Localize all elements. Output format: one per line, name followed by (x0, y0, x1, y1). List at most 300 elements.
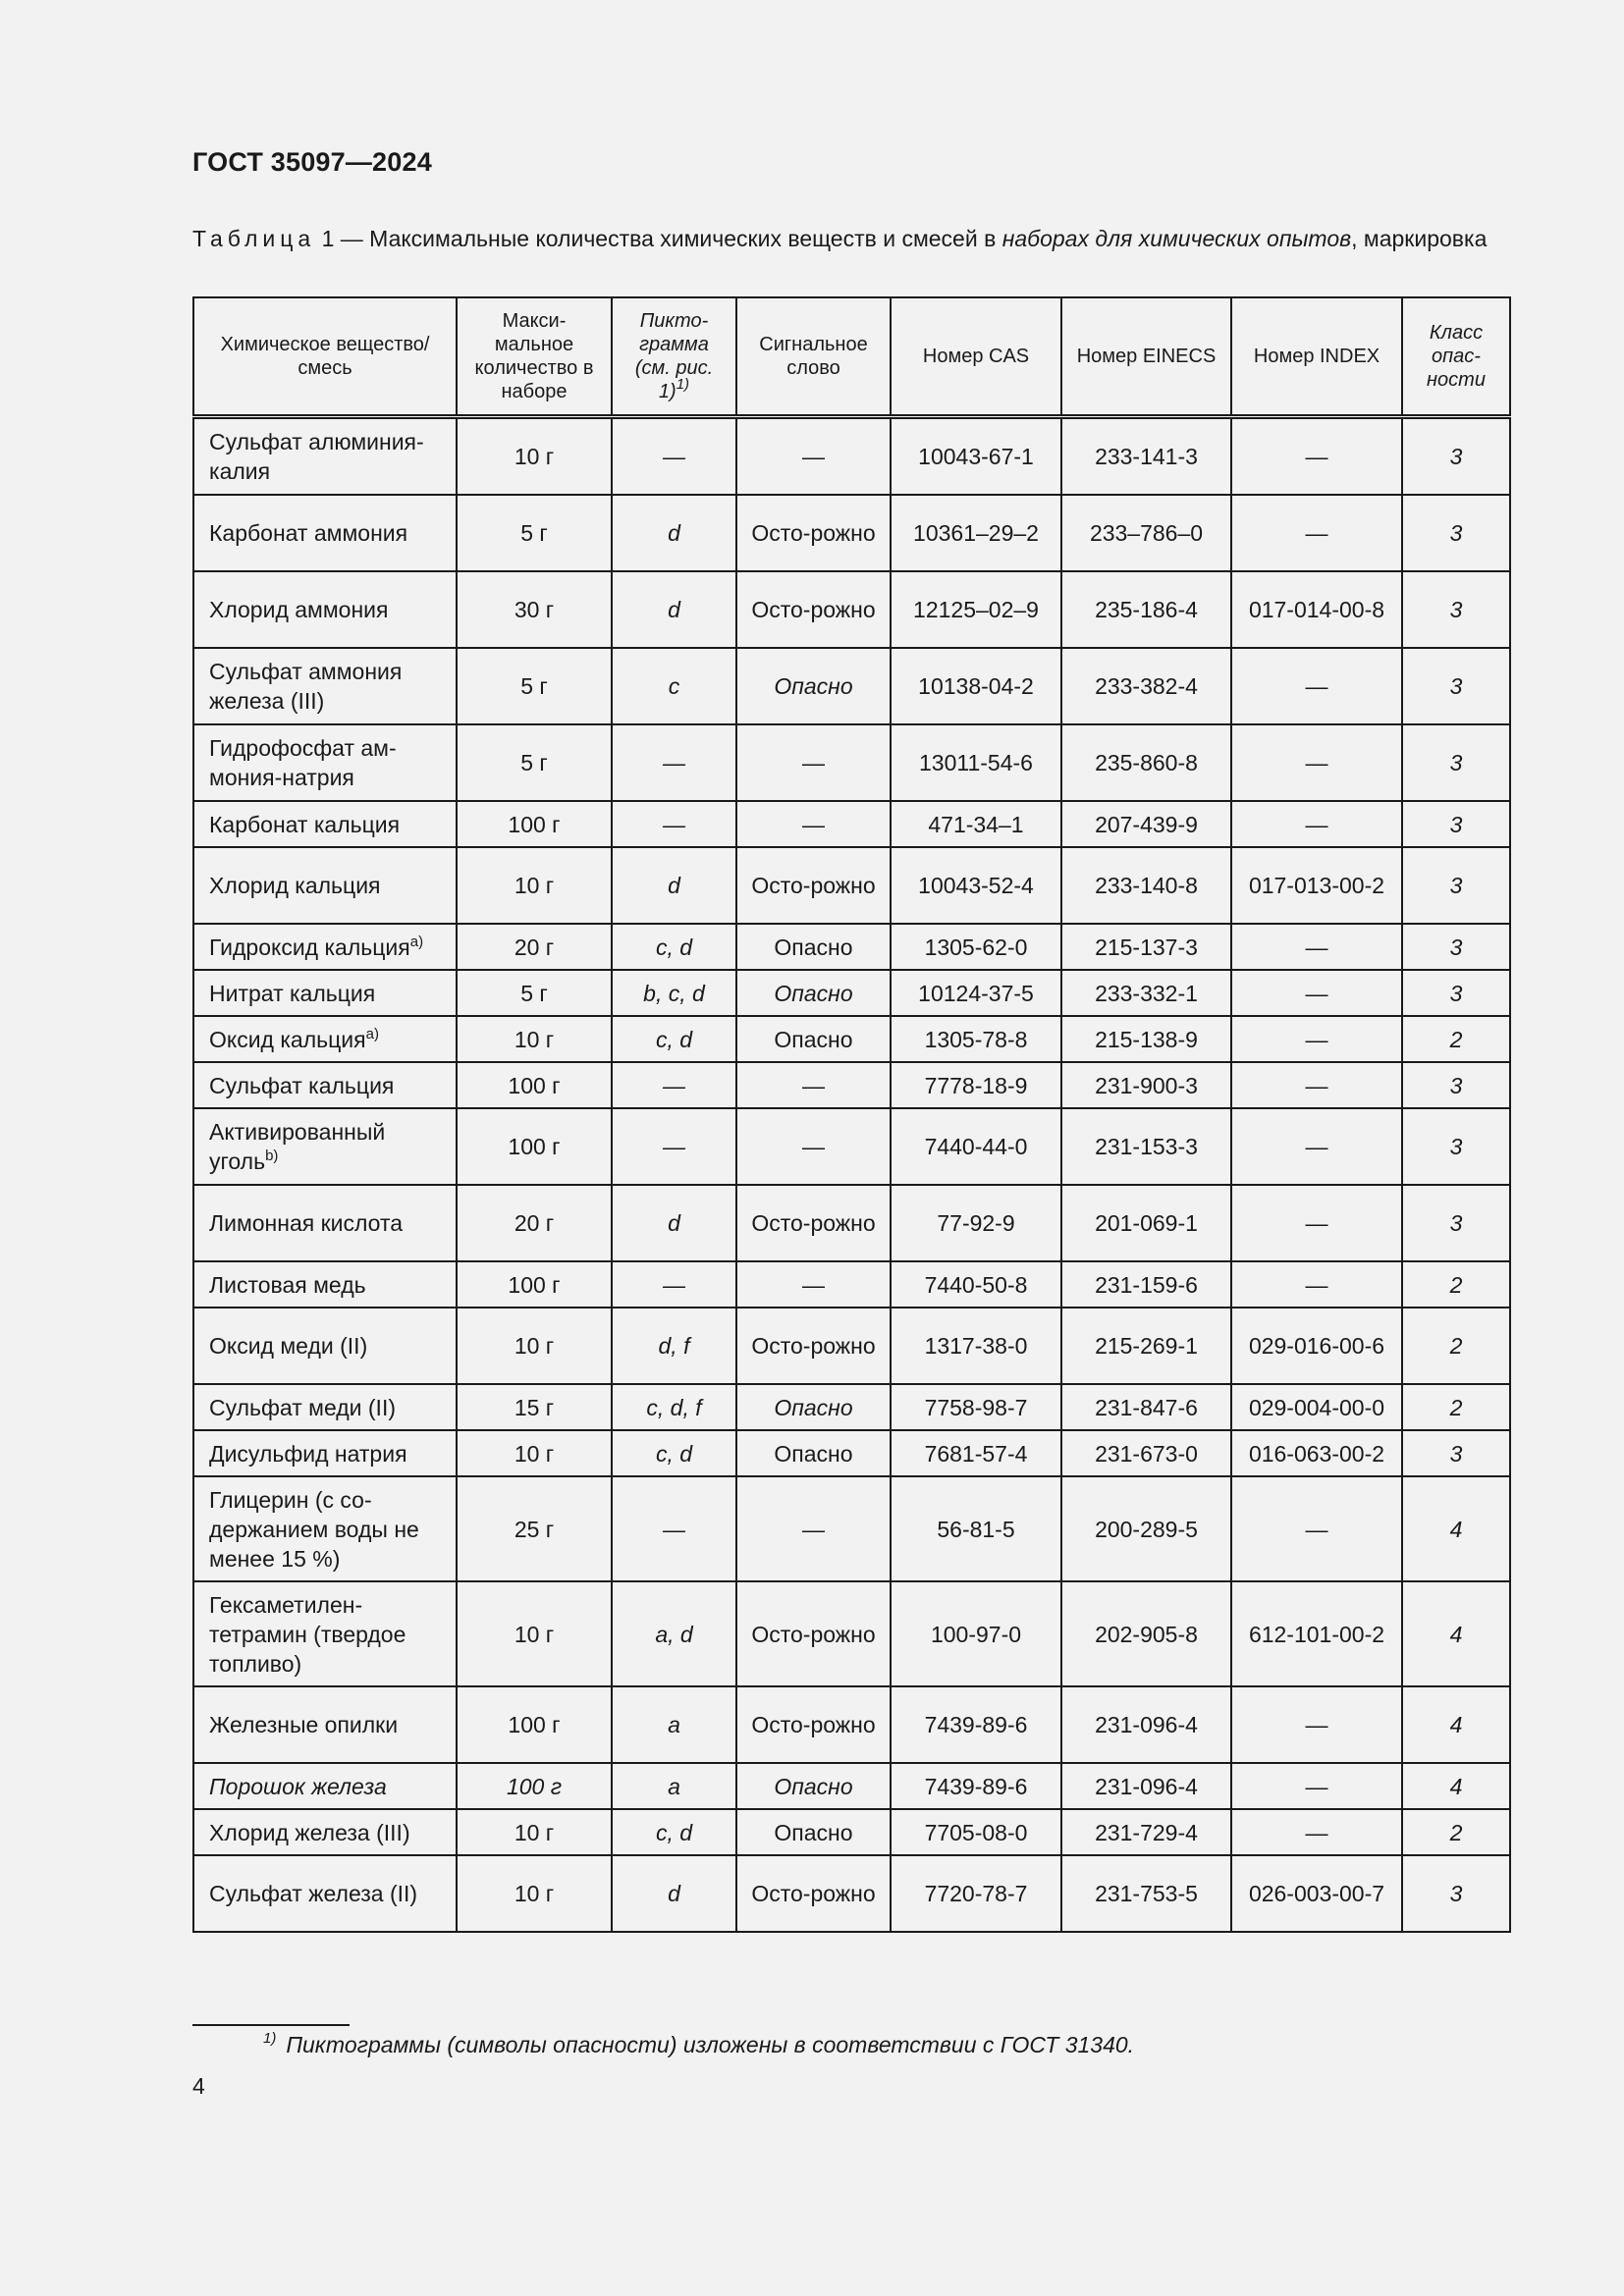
cell-cas-text: 100-97-0 (930, 1621, 1022, 1647)
cell-cas (891, 1855, 1061, 1932)
cell-signal-word (736, 1855, 891, 1932)
table-row (193, 924, 1510, 970)
cell-cas-text: 7720-78-7 (924, 1881, 1028, 1906)
cell-quantity (457, 1809, 612, 1855)
cell-index (1231, 1686, 1402, 1763)
cell-index (1231, 924, 1402, 970)
table-row (193, 571, 1510, 648)
cell-cas-text: 7681-57-4 (924, 1440, 1028, 1467)
cell-substance (193, 847, 457, 924)
cell-einecs (1061, 1108, 1231, 1185)
cell-hazard-class-text: 2 (1449, 1026, 1463, 1052)
cell-hazard-class (1402, 1581, 1510, 1686)
cell-pictogram-text: — (663, 1072, 685, 1098)
cell-hazard-class (1402, 1763, 1510, 1809)
cell-cas (891, 571, 1061, 648)
cell-signal-word-text: Осто-рожно (751, 873, 876, 898)
cell-substance (193, 924, 457, 970)
cell-substance-text: Глицерин (с со-держанием воды не менее 15 %) (209, 1486, 419, 1572)
table-row (193, 724, 1510, 801)
substance-footnote-ref: b) (265, 1148, 279, 1164)
cell-quantity (457, 1384, 612, 1430)
cell-quantity (457, 1261, 612, 1308)
cell-quantity-text: 30 г (514, 597, 555, 622)
cell-hazard-class-text: 3 (1449, 934, 1463, 960)
cell-quantity-text: 100 г (506, 1773, 563, 1799)
table-row (193, 801, 1510, 847)
cell-hazard-class-text: 3 (1449, 1134, 1463, 1159)
cell-einecs (1061, 1062, 1231, 1108)
cell-index (1231, 648, 1402, 724)
cell-signal-word-text: — (802, 1134, 825, 1159)
cell-signal-word-text: Осто-рожно (751, 1333, 876, 1359)
cell-pictogram (612, 1855, 736, 1932)
cell-signal-word-text: — (802, 811, 825, 837)
cell-hazard-class (1402, 1261, 1510, 1308)
cell-index-text: — (1305, 673, 1328, 699)
cell-pictogram (612, 1016, 736, 1062)
cell-hazard-class-text: 4 (1449, 1516, 1463, 1542)
cell-cas-text: 10043-67-1 (918, 444, 1034, 469)
cell-quantity (457, 1855, 612, 1932)
cell-einecs-text: 233-382-4 (1095, 673, 1198, 699)
cell-signal-word (736, 1809, 891, 1855)
cell-cas (891, 1261, 1061, 1308)
cell-einecs (1061, 1185, 1231, 1261)
cell-cas (891, 1686, 1061, 1763)
cell-pictogram (612, 970, 736, 1016)
cell-substance (193, 801, 457, 847)
footnote-text: Пиктограммы (символы опасности) изложены в соответствии с ГОСТ 31340. (286, 2032, 1135, 2057)
table-row (193, 417, 1510, 496)
cell-pictogram (612, 1430, 736, 1476)
cell-einecs-text: 200-289-5 (1095, 1516, 1198, 1542)
cell-hazard-class (1402, 970, 1510, 1016)
table-row (193, 1108, 1510, 1185)
cell-quantity (457, 495, 612, 571)
cell-index-text: — (1305, 934, 1328, 960)
cell-cas-text: 7440-50-8 (924, 1271, 1028, 1298)
cell-substance (193, 1476, 457, 1581)
cell-substance-text: Хлорид аммония (209, 597, 389, 622)
cell-einecs (1061, 1476, 1231, 1581)
cell-index (1231, 1809, 1402, 1855)
cell-signal-word (736, 648, 891, 724)
cell-signal-word-text: Опасно (774, 1394, 853, 1420)
cell-signal-word-text: Осто-рожно (751, 520, 876, 546)
cell-signal-word-text: Осто-рожно (751, 1210, 876, 1236)
header-einecs: Номер EINECS (1061, 297, 1231, 417)
cell-pictogram (612, 1261, 736, 1308)
cell-einecs-text: 235-186-4 (1095, 597, 1198, 622)
cell-pictogram-text: a (668, 1712, 680, 1737)
cell-pictogram-text: — (663, 444, 685, 469)
cell-substance-text: Хлорид кальция (209, 873, 381, 898)
cell-pictogram (612, 1686, 736, 1763)
cell-hazard-class (1402, 648, 1510, 724)
cell-substance-text: Гексаметилен-тетрамин (твердое топливо) (209, 1591, 406, 1677)
cell-index (1231, 495, 1402, 571)
cell-einecs (1061, 1686, 1231, 1763)
cell-quantity-text: 100 г (508, 1271, 561, 1298)
header-hazard-class: Класс опас-ности (1402, 297, 1510, 417)
cell-substance-text: Активированный уголь (209, 1119, 386, 1174)
cell-quantity-text: 100 г (508, 1712, 561, 1737)
cell-cas-text: 1305-78-8 (924, 1026, 1028, 1052)
cell-hazard-class (1402, 1855, 1510, 1932)
header-pictogram-footnote-ref: 1) (676, 376, 690, 393)
cell-cas (891, 970, 1061, 1016)
cell-pictogram-text: d (668, 597, 680, 622)
cell-quantity (457, 1308, 612, 1384)
cell-cas-text: 77-92-9 (937, 1210, 1015, 1236)
cell-hazard-class-text: 4 (1449, 1773, 1463, 1799)
cell-hazard-class-text: 4 (1449, 1712, 1463, 1737)
table-row (193, 495, 1510, 571)
cell-einecs-text: 231-900-3 (1095, 1072, 1198, 1098)
cell-index-text: 016-063-00-2 (1248, 1440, 1385, 1467)
cell-substance-text: Дисульфид натрия (209, 1440, 407, 1467)
header-pictogram (612, 297, 736, 417)
table-row (193, 970, 1510, 1016)
cell-substance-text: Хлорид железа (III) (209, 1819, 410, 1845)
cell-quantity-text: 100 г (508, 1072, 561, 1098)
cell-signal-word-text: — (802, 1072, 825, 1098)
cell-signal-word-text: Осто-рожно (751, 597, 876, 622)
cell-pictogram-text: d, f (658, 1333, 690, 1359)
cell-index (1231, 1384, 1402, 1430)
cell-pictogram-text: — (663, 811, 685, 837)
cell-quantity-text: 10 г (514, 1026, 555, 1052)
cell-pictogram-text: a (668, 1773, 680, 1799)
cell-pictogram (612, 417, 736, 496)
cell-hazard-class-text: 2 (1449, 1333, 1463, 1359)
cell-einecs (1061, 724, 1231, 801)
cell-hazard-class (1402, 495, 1510, 571)
cell-substance-text: Гидрофосфат ам-мония-натрия (209, 735, 397, 790)
cell-index (1231, 1476, 1402, 1581)
cell-hazard-class-text: 3 (1449, 811, 1463, 837)
cell-signal-word-text: Осто-рожно (751, 1621, 876, 1647)
header-substance: Химическое вещество/ смесь (193, 297, 457, 417)
cell-pictogram-text: c, d, f (646, 1394, 702, 1420)
cell-pictogram (612, 1108, 736, 1185)
cell-einecs-text: 231-153-3 (1095, 1134, 1198, 1159)
cell-substance-text: Карбонат аммония (209, 520, 408, 546)
cell-substance (193, 1108, 457, 1185)
cell-pictogram-text: — (663, 1271, 685, 1298)
cell-hazard-class-text: 4 (1449, 1621, 1463, 1647)
cell-quantity-text: 20 г (514, 1210, 555, 1236)
cell-substance-text: Порошок железа (209, 1773, 387, 1799)
cell-index-text: — (1305, 1271, 1328, 1298)
cell-signal-word-text: — (802, 444, 825, 469)
cell-signal-word-text: Опасно (774, 1819, 853, 1845)
cell-index (1231, 1430, 1402, 1476)
cell-index-text: — (1305, 750, 1328, 775)
cell-substance-text: Сульфат алюминия-калия (209, 429, 424, 484)
cell-hazard-class (1402, 1809, 1510, 1855)
substance-footnote-ref: a) (409, 933, 424, 950)
table-row (193, 847, 1510, 924)
caption-label: Таблица (192, 226, 316, 251)
cell-einecs (1061, 1809, 1231, 1855)
cell-cas-text: 56-81-5 (937, 1516, 1015, 1542)
cell-pictogram-text: d (668, 520, 680, 546)
cell-einecs-text: 207-439-9 (1095, 811, 1198, 837)
cell-einecs-text: 231-753-5 (1095, 1881, 1198, 1906)
cell-cas-text: 471-34–1 (928, 811, 1024, 837)
header-signal-word: Сигнальное слово (736, 297, 891, 417)
cell-index-text: 029-016-00-6 (1248, 1333, 1385, 1359)
cell-hazard-class (1402, 1686, 1510, 1763)
cell-index-text: — (1305, 1210, 1328, 1236)
cell-pictogram (612, 571, 736, 648)
cell-quantity (457, 1016, 612, 1062)
cell-cas-text: 10043-52-4 (918, 873, 1034, 898)
cell-signal-word-text: Опасно (774, 1773, 853, 1799)
cell-einecs-text: 233-141-3 (1095, 444, 1198, 469)
cell-index (1231, 1261, 1402, 1308)
cell-signal-word-text: Осто-рожно (751, 1881, 876, 1906)
cell-quantity-text: 10 г (514, 1881, 555, 1906)
cell-substance (193, 1430, 457, 1476)
cell-cas-text: 7439-89-6 (924, 1712, 1028, 1737)
cell-hazard-class-text: 2 (1449, 1819, 1463, 1845)
cell-hazard-class (1402, 1016, 1510, 1062)
cell-signal-word (736, 1430, 891, 1476)
cell-quantity-text: 10 г (514, 1333, 555, 1359)
cell-einecs (1061, 1261, 1231, 1308)
cell-einecs-text: 231-096-4 (1095, 1773, 1198, 1799)
cell-pictogram (612, 847, 736, 924)
cell-substance-text: Листовая медь (209, 1271, 366, 1298)
cell-quantity-text: 5 г (520, 750, 548, 775)
cell-einecs-text: 233-140-8 (1095, 873, 1198, 898)
cell-pictogram-text: c, d (655, 934, 693, 960)
caption-tail: , маркировка (1351, 226, 1488, 251)
cell-einecs (1061, 970, 1231, 1016)
cell-quantity (457, 417, 612, 496)
cell-hazard-class-text: 3 (1449, 1440, 1463, 1467)
cell-hazard-class (1402, 417, 1510, 496)
cell-pictogram (612, 1809, 736, 1855)
cell-einecs-text: 202-905-8 (1095, 1621, 1198, 1647)
cell-einecs-text: 233-332-1 (1095, 980, 1198, 1006)
cell-cas (891, 417, 1061, 496)
cell-pictogram (612, 724, 736, 801)
cell-einecs (1061, 1430, 1231, 1476)
cell-index-text: — (1305, 1516, 1328, 1542)
cell-einecs (1061, 1581, 1231, 1686)
cell-index-text: — (1305, 1072, 1328, 1098)
cell-einecs-text: 215-138-9 (1095, 1026, 1198, 1052)
cell-cas-text: 12125–02–9 (913, 597, 1039, 622)
table-row (193, 1430, 1510, 1476)
cell-substance (193, 495, 457, 571)
substance-footnote-ref: a) (365, 1025, 379, 1042)
cell-einecs (1061, 417, 1231, 496)
cell-index-text: — (1305, 811, 1328, 837)
cell-quantity-text: 10 г (514, 1440, 555, 1467)
cell-cas-text: 7439-89-6 (924, 1773, 1028, 1799)
cell-cas-text: 7758-98-7 (924, 1394, 1028, 1420)
cell-index (1231, 1062, 1402, 1108)
table-row (193, 1686, 1510, 1763)
cell-substance (193, 1809, 457, 1855)
cell-cas (891, 1763, 1061, 1809)
cell-hazard-class-text: 3 (1449, 1072, 1463, 1098)
cell-einecs (1061, 1016, 1231, 1062)
cell-pictogram-text: d (668, 1210, 680, 1236)
cell-substance (193, 1016, 457, 1062)
cell-substance (193, 1581, 457, 1686)
cell-index (1231, 1108, 1402, 1185)
cell-substance-text: Железные опилки (209, 1712, 399, 1737)
cell-signal-word-text: — (802, 1516, 825, 1542)
cell-cas-text: 13011-54-6 (919, 750, 1033, 775)
cell-quantity (457, 648, 612, 724)
cell-substance (193, 571, 457, 648)
cell-einecs-text: 231-729-4 (1095, 1819, 1198, 1845)
cell-hazard-class (1402, 724, 1510, 801)
cell-hazard-class (1402, 1108, 1510, 1185)
cell-quantity-text: 5 г (520, 520, 548, 546)
cell-substance-text: Оксид кальция (209, 1026, 366, 1052)
cell-index-text: 029-004-00-0 (1248, 1394, 1385, 1420)
cell-signal-word (736, 1108, 891, 1185)
cell-index-text: — (1305, 1773, 1328, 1799)
cell-substance (193, 1261, 457, 1308)
cell-index (1231, 847, 1402, 924)
table-row (193, 1062, 1510, 1108)
cell-signal-word (736, 1016, 891, 1062)
cell-substance (193, 1855, 457, 1932)
cell-signal-word (736, 724, 891, 801)
cell-einecs-text: 215-269-1 (1095, 1333, 1198, 1359)
cell-quantity (457, 1763, 612, 1809)
cell-pictogram (612, 1384, 736, 1430)
cell-pictogram (612, 648, 736, 724)
table-row (193, 1308, 1510, 1384)
table-row (193, 1809, 1510, 1855)
cell-substance-text: Сульфат железа (II) (209, 1881, 418, 1906)
cell-signal-word (736, 1476, 891, 1581)
cell-hazard-class-text: 3 (1449, 673, 1463, 699)
cell-substance (193, 970, 457, 1016)
cell-substance (193, 1308, 457, 1384)
cell-einecs (1061, 1384, 1231, 1430)
cell-pictogram (612, 1581, 736, 1686)
cell-index-text: — (1305, 444, 1328, 469)
cell-cas (891, 1430, 1061, 1476)
cell-cas (891, 847, 1061, 924)
cell-einecs (1061, 1763, 1231, 1809)
cell-substance-text: Сульфат кальция (209, 1072, 395, 1098)
cell-signal-word-text: Осто-рожно (751, 1712, 876, 1737)
header-index: Номер INDEX (1231, 297, 1402, 417)
cell-index (1231, 417, 1402, 496)
page-number: 4 (192, 2073, 205, 2099)
cell-quantity-text: 5 г (520, 980, 548, 1006)
cell-hazard-class (1402, 801, 1510, 847)
cell-signal-word (736, 924, 891, 970)
cell-cas (891, 1016, 1061, 1062)
cell-substance-text: Лимонная кислота (209, 1210, 404, 1236)
cell-substance-text: Гидроксид кальция (209, 934, 410, 960)
cell-pictogram-text: d (668, 1881, 680, 1906)
cell-hazard-class-text: 3 (1449, 1881, 1463, 1906)
cell-cas (891, 801, 1061, 847)
cell-cas-text: 10361–29–2 (913, 520, 1039, 546)
cell-pictogram (612, 495, 736, 571)
cell-cas-text: 10124-37-5 (918, 980, 1034, 1006)
cell-substance (193, 417, 457, 496)
caption-text: 1 — Максимальные количества химических веществ и смесей в (315, 226, 1002, 251)
cell-index (1231, 1763, 1402, 1809)
cell-hazard-class-text: 3 (1449, 980, 1463, 1006)
cell-index-text: — (1305, 1819, 1328, 1845)
table-row (193, 1855, 1510, 1932)
document-code: ГОСТ 35097—2024 (192, 147, 432, 177)
cell-cas-text: 7778-18-9 (924, 1072, 1028, 1098)
cell-index (1231, 1855, 1402, 1932)
cell-signal-word (736, 1763, 891, 1809)
cell-quantity (457, 571, 612, 648)
cell-einecs (1061, 924, 1231, 970)
cell-einecs (1061, 495, 1231, 571)
cell-index-text: — (1305, 1134, 1328, 1159)
table-row (193, 1763, 1510, 1809)
cell-quantity (457, 1062, 612, 1108)
cell-index-text: — (1305, 1712, 1328, 1737)
cell-index-text: 017-013-00-2 (1248, 873, 1385, 898)
cell-substance (193, 1185, 457, 1261)
cell-substance (193, 724, 457, 801)
cell-signal-word-text: Опасно (774, 673, 853, 699)
chemicals-table (192, 296, 1511, 1933)
table-row (193, 648, 1510, 724)
cell-quantity-text: 100 г (508, 1134, 561, 1159)
cell-quantity (457, 924, 612, 970)
cell-substance-text: Оксид меди (II) (209, 1333, 368, 1359)
cell-signal-word (736, 571, 891, 648)
cell-cas-text: 7440-44-0 (924, 1134, 1028, 1159)
cell-hazard-class-text: 3 (1449, 444, 1463, 469)
cell-signal-word (736, 1686, 891, 1763)
cell-hazard-class-text: 3 (1449, 597, 1463, 622)
cell-quantity (457, 1108, 612, 1185)
cell-cas (891, 724, 1061, 801)
cell-quantity (457, 1476, 612, 1581)
cell-pictogram (612, 1308, 736, 1384)
footnote (263, 2032, 1134, 2058)
cell-signal-word-text: Опасно (774, 1440, 853, 1467)
cell-substance-text: Карбонат кальция (209, 811, 401, 837)
cell-index-text: 026-003-00-7 (1248, 1881, 1385, 1906)
cell-einecs (1061, 571, 1231, 648)
cell-hazard-class-text: 2 (1449, 1394, 1463, 1420)
cell-einecs-text: 231-673-0 (1095, 1440, 1198, 1467)
cell-signal-word (736, 1062, 891, 1108)
cell-pictogram-text: b, c, d (643, 980, 705, 1006)
cell-signal-word (736, 495, 891, 571)
cell-index (1231, 724, 1402, 801)
cell-index (1231, 571, 1402, 648)
cell-substance-text: Сульфат аммония железа (III) (209, 659, 403, 714)
cell-quantity (457, 801, 612, 847)
cell-cas-text: 1305-62-0 (924, 934, 1028, 960)
